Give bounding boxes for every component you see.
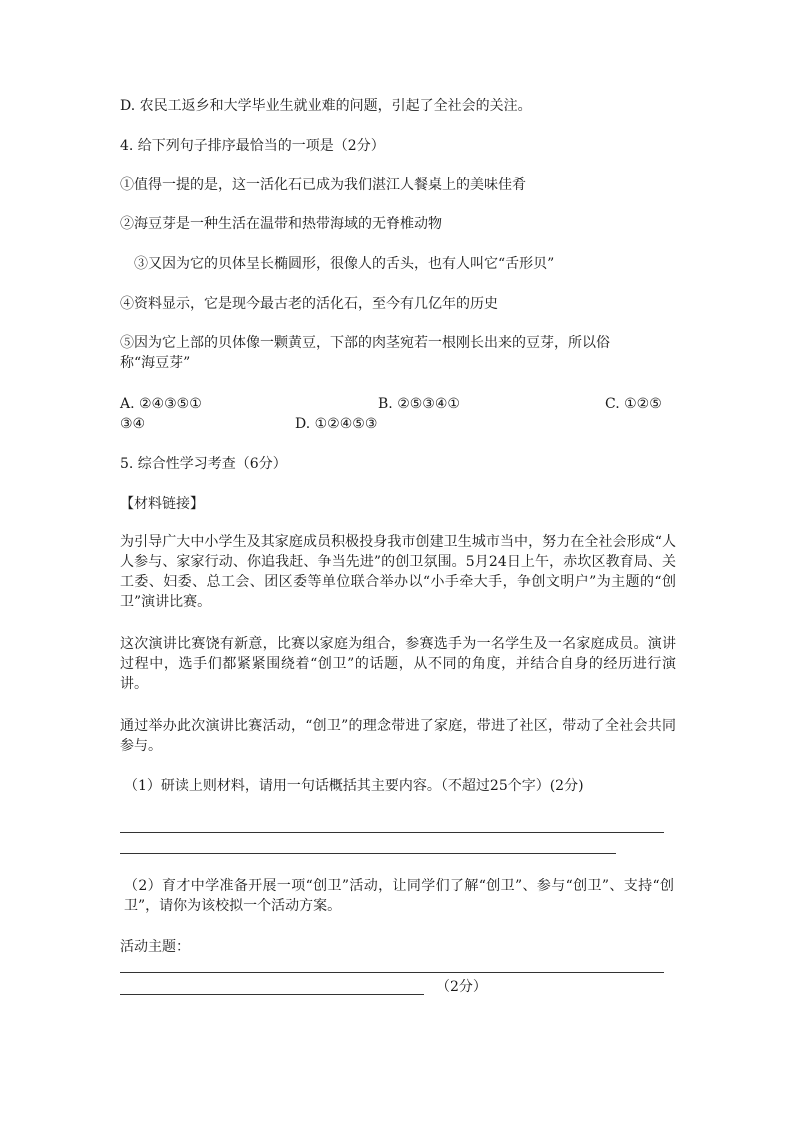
q4-sentence-2: ②海豆芽是一种生活在温带和热带海域的无脊椎动物 bbox=[120, 216, 442, 232]
material-paragraph-3: 通过举办此次演讲比赛活动，“创卫”的理念带进了家庭，带进了社区，带动了全社会共同参与。 bbox=[120, 718, 676, 754]
answer-line-2[interactable] bbox=[120, 853, 616, 854]
material-paragraph-2: 这次演讲比赛饶有新意，比赛以家庭为组合，参赛选手为一名学生及一名家庭成员。演讲过程中，选手们都紧紧围绕着“创卫”的话题，从不同的角度，并结合自身的经历进行演讲。 bbox=[120, 636, 676, 692]
activity-theme-line-2[interactable] bbox=[120, 994, 424, 995]
q4-sentence-5-line-2: 称“海豆芽” bbox=[120, 355, 191, 371]
q4-option-b: B. ②⑤③④① bbox=[378, 396, 460, 412]
q4-option-a: A. ②④③⑤① bbox=[120, 396, 202, 412]
q4-sentence-1: ①值得一提的是，这一活化石已成为我们湛江人餐桌上的美味佳肴 bbox=[120, 177, 526, 193]
q4-sentence-3: ③又因为它的贝体呈长椭圆形，很像人的舌头，也有人叫它“舌形贝” bbox=[134, 256, 555, 272]
q3-option-d: D. 农民工返乡和大学毕业生就业难的问题，引起了全社会的关注。 bbox=[120, 98, 532, 114]
q4-sentence-5-line-1: ⑤因为它上部的贝体像一颗黄豆，下部的肉茎宛若一根刚长出来的豆芽，所以俗 bbox=[120, 335, 610, 351]
q5-title: 5. 综合性学习考查（6分） bbox=[120, 456, 287, 472]
q4-option-d: D. ①②④⑤③ bbox=[295, 416, 378, 432]
material-heading: 【材料链接】 bbox=[120, 496, 204, 512]
answer-line-1[interactable] bbox=[120, 832, 664, 833]
q4-sentence-4: ④资料显示，它是现今最古老的活化石，至今有几亿年的历史 bbox=[120, 296, 498, 312]
q4-title: 4. 给下列句子排序最恰当的一项是（2分） bbox=[120, 138, 385, 154]
material-paragraph-1: 为引导广大中小学生及其家庭成员积极投身我市创建卫生城市当中，努力在全社会形成“人人参与、家家行动、你追我赶、争当先进”的创卫氛围。5月24日上午，赤坎区教育局、关工委、妇委、总工会、团区委等单位联合举办以“小手牵大手，争创文明户”为主题的“创卫”演讲比赛。 bbox=[120, 534, 676, 610]
activity-theme-line-1[interactable] bbox=[120, 972, 664, 973]
q4-option-c-continued: ③④ bbox=[120, 416, 146, 432]
q5-sub-question-2: （2）育才中学准备开展一项“创卫”活动，让同学们了解“创卫”、参与“创卫”、支持“创卫”，请你为该校拟一个活动方案。 bbox=[124, 878, 674, 914]
q4-option-c: C. ①②⑤ bbox=[605, 396, 662, 412]
activity-theme-score: （2分） bbox=[436, 979, 487, 995]
activity-theme-label: 活动主题： bbox=[120, 939, 190, 955]
q5-sub-question-1: （1）研读上则材料，请用一句话概括其主要内容。（不超过25个字）(2分) bbox=[124, 778, 584, 794]
